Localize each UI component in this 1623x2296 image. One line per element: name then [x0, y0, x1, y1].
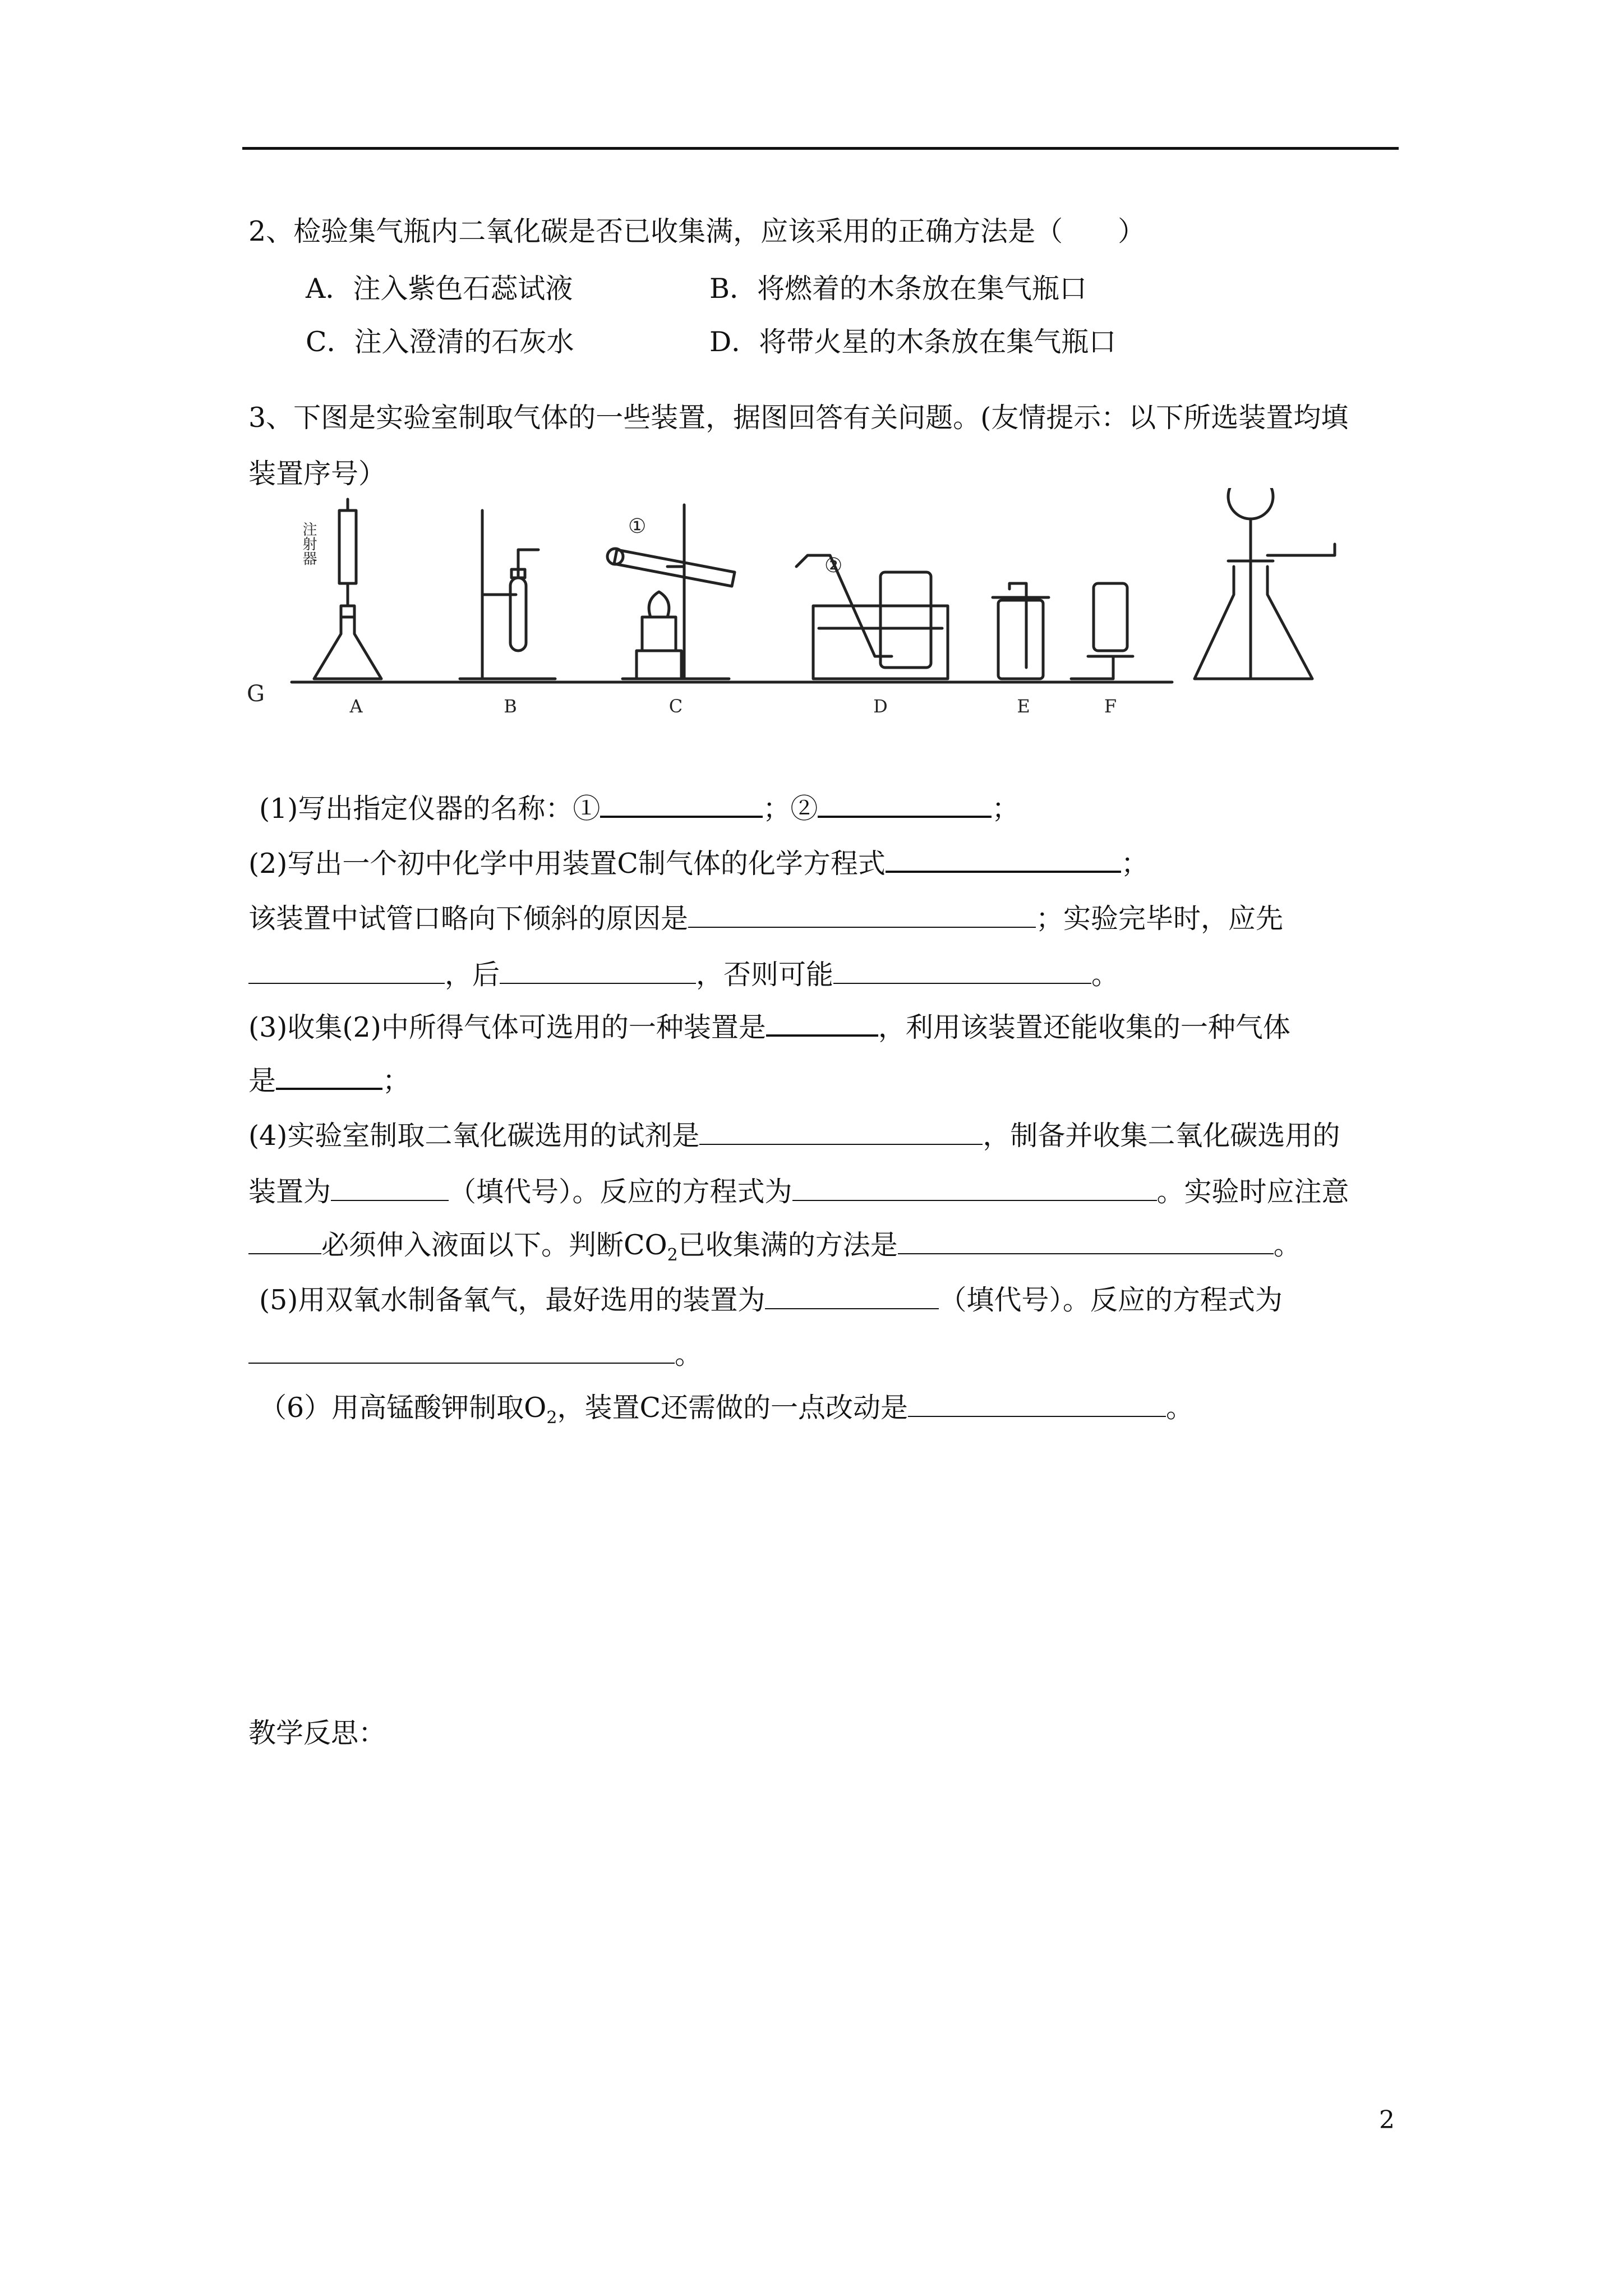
apparatus-b [460, 510, 555, 679]
apparatus-c [607, 505, 735, 679]
blank-notice[interactable] [248, 1228, 321, 1254]
label-e: E [1017, 696, 1030, 717]
apparatus-g [1195, 488, 1335, 679]
q2-stem: 2、检验集气瓶内二氧化碳是否已收集满，应该采用的正确方法是（ ） [248, 215, 1146, 247]
blank-collect-device[interactable] [766, 1010, 878, 1037]
teaching-reflection-label: 教学反思： [248, 1717, 386, 1749]
q3-part2-line3: ，后 ，否则可能 。 [248, 958, 1119, 992]
q3-part4-line2: 装置为 （填代号）。反应的方程式为 。实验时应注意 [248, 1176, 1349, 1208]
marker-1: ① [628, 515, 647, 538]
blank-h2o2-equation[interactable] [248, 1338, 675, 1364]
apparatus-a [314, 499, 381, 679]
q3-part3-line1: (3)收集(2)中所得气体可选用的一种装置是 ，利用该装置还能收集的一种气体 [248, 1010, 1290, 1045]
q3-part6: （6）用高锰酸钾制取$O_2$，装置C还需做的一点改动是 。 [259, 1392, 1193, 1428]
blank-equation-c[interactable] [886, 846, 1121, 873]
blank-kmno4-change[interactable] [908, 1391, 1166, 1417]
q3-part3-line2: 是 ； [248, 1063, 410, 1098]
apparatus-f [1071, 583, 1133, 679]
apparatus-e [993, 583, 1049, 679]
blank-first-step[interactable] [248, 958, 445, 984]
q2-option-d: D．将带火星的木条放在集气瓶口 [709, 326, 1117, 358]
q3-part2-line2: 该装置中试管口略向下倾斜的原因是 ；实验完毕时，应先 [248, 903, 1284, 935]
q2-option-b: B．将燃着的木条放在集气瓶口 [709, 273, 1087, 305]
q3-part4-line3: 必须伸入液面以下。判断$CO_2$已收集满的方法是 。 [248, 1228, 1301, 1272]
label-b: B [504, 696, 517, 717]
q3-part4-line1: (4)实验室制取二氧化碳选用的试剂是 ，制备并收集二氧化碳选用的 [248, 1120, 1340, 1152]
page-number: 2 [1379, 2106, 1395, 2134]
blank-instrument-1[interactable] [600, 791, 763, 818]
blank-full-check[interactable] [898, 1228, 1274, 1254]
label-a: A [349, 696, 363, 717]
blank-consequence[interactable] [833, 958, 1091, 984]
blank-instrument-2[interactable] [818, 791, 992, 818]
q3-stem-line2: 装置序号） [248, 458, 386, 490]
q3-part5-line1: (5)用双氧水制备氧气，最好选用的装置为 （填代号）。反应的方程式为 [259, 1284, 1283, 1316]
label-f: F [1104, 696, 1117, 717]
q3-stem-line1: 3、下图是实验室制取气体的一些装置，据图回答有关问题。(友情提示：以下所选装置均填 [248, 402, 1349, 434]
blank-h2o2-device[interactable] [765, 1283, 939, 1309]
blank-co2-reagents[interactable] [699, 1119, 983, 1145]
apparatus-figure [241, 488, 1363, 724]
blank-tilt-reason[interactable] [688, 902, 1036, 928]
syringe-label: 注射器 [300, 522, 317, 565]
q3-part2-line1: (2)写出一个初中化学中用装置C制气体的化学方程式 ； [248, 846, 1149, 881]
blank-co2-equation[interactable] [792, 1175, 1157, 1201]
label-g: G [247, 681, 265, 707]
blank-second-step[interactable] [500, 958, 696, 984]
blank-other-gas[interactable] [276, 1063, 382, 1090]
apparatus-d [796, 555, 948, 679]
marker-2: ② [824, 554, 843, 577]
q3-part5-line2: 。 [248, 1338, 702, 1372]
header-rule [242, 147, 1399, 150]
q2-option-c: C．注入澄清的石灰水 [306, 326, 574, 358]
q3-part1: (1)写出指定仪器的名称：① ；② ； [259, 791, 1019, 826]
q2-option-a: A．注入紫色石蕊试液 [306, 273, 573, 305]
label-c: C [668, 696, 683, 717]
label-d: D [873, 696, 888, 717]
blank-co2-devices[interactable] [331, 1175, 449, 1201]
